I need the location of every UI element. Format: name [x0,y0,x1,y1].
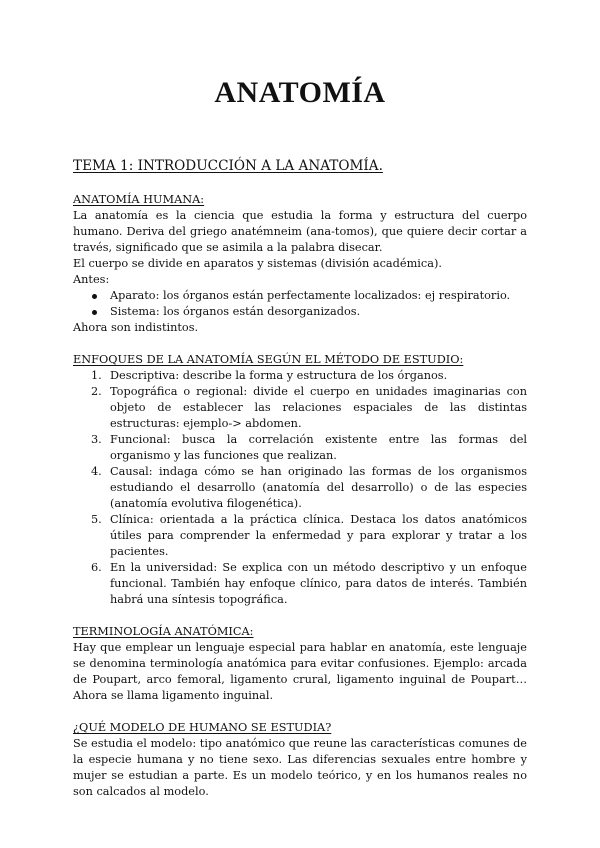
bullet-icon [92,310,97,315]
list-number: 1. [91,369,102,382]
list-item-text: Causal: indaga cómo se han originado las formas de los organismos estudiando el desarrollo (anatomía del desarrollo) o de las especies (anatomía evolutiva filogenética). [110,465,527,510]
list-number: 4. [91,465,102,478]
section-heading: ENFOQUES DE LA ANATOMÍA SEGÚN EL MÉTODO DE ESTUDIO: [73,353,464,366]
numbered-list [73,368,527,608]
bullet-icon [92,294,97,299]
paragraph: El cuerpo se divide en aparatos y sistemas (división académica). [73,257,442,270]
list-number: 6. [91,561,102,574]
bullet-list [73,288,527,320]
paragraph: La anatomía es la ciencia que estudia la forma y estructura del cuerpo humano. Deriva del griego anatémneim (ana-tomos), que quiere decir cortar a través, significado que se asimila a la palabra disecar. [73,209,527,254]
list-number: 3. [91,433,102,446]
tema-heading: TEMA 1: INTRODUCCIÓN A LA ANATOMÍA. [73,158,383,174]
section-anatomia-humana [73,192,527,336]
list-item [73,288,527,304]
list-item-text: Funcional: busca la correlación existente entre las formas del organismo y las funciones que realizan. [110,433,527,462]
list-item-text: En la universidad: Se explica con un método descriptivo y un enfoque funcional. También hay enfoque clínico, para datos de interés. También habrá una síntesis topográfica. [110,561,527,606]
list-item-text: Topográfica o regional: divide el cuerpo en unidades imaginarias con objeto de establecer las relaciones espaciales de las distintas estructuras: ejemplo-> abdomen. [110,385,527,430]
list-item-text: Aparato: los órganos están perfectamente localizados: ej respiratorio. [110,289,511,302]
list-item-text: Descriptiva: describe la forma y estructura de los órganos. [110,369,448,382]
list-item [73,560,527,608]
section-modelo [73,720,527,800]
list-item-text: Clínica: orientada a la práctica clínica. Destaca los datos anatómicos útiles para comprender la enfermedad y para explorar y tratar a los pacientes. [110,513,527,558]
paragraph: Hay que emplear un lenguaje especial para hablar en anatomía, este lenguaje se denomina terminología anatómica para evitar confusiones. Ejemplo: arcada de Poupart, arco femoral, ligamento crural, ligamento inguinal de Poupart… Ahora se llama ligamento inguinal. [73,641,527,702]
page-title: ANATOMÍA [214,76,386,109]
list-number: 5. [91,513,102,526]
list-item [73,304,527,320]
section-terminologia [73,624,527,704]
list-item [73,464,527,512]
paragraph: Antes: [73,273,110,286]
section-enfoques [73,352,527,608]
list-item [73,384,527,432]
section-heading: TERMINOLOGÍA ANATÓMICA: [73,625,254,638]
paragraph: Se estudia el modelo: tipo anatómico que reune las características comunes de la especie humana y no tiene sexo. Las diferencias sexuales entre hombre y mujer se estudian a parte. Es un modelo teórico, y en los humanos reales no son calcados al modelo. [73,737,527,798]
section-heading: ANATOMÍA HUMANA: [73,193,205,206]
paragraph: Ahora son indistintos. [73,321,199,334]
list-item [73,512,527,560]
section-heading: ¿QUÉ MODELO DE HUMANO SE ESTUDIA? [73,721,332,734]
list-number: 2. [91,385,102,398]
list-item [73,432,527,464]
list-item [73,368,527,384]
list-item-text: Sistema: los órganos están desorganizados. [110,305,361,318]
